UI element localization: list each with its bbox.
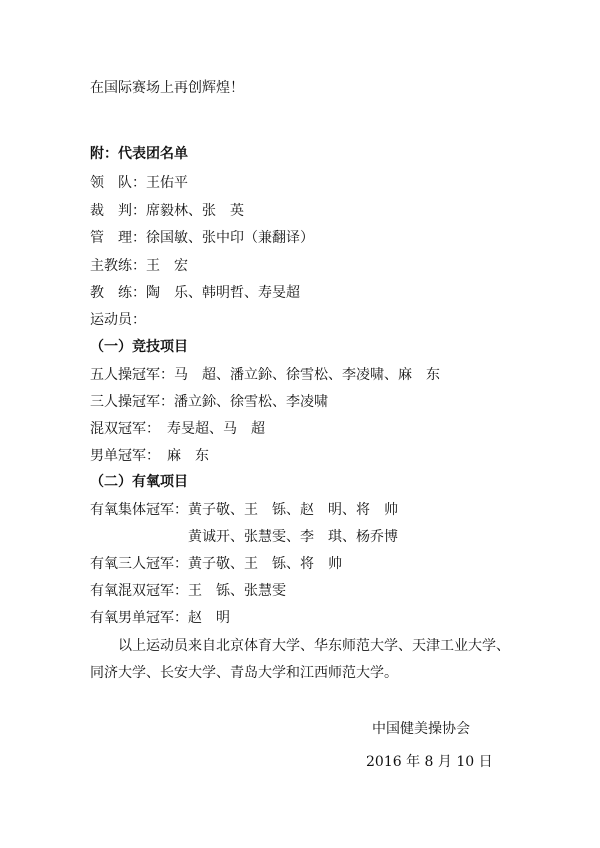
section1-line: 五人操冠军：马 超、潘立鉩、徐雪松、李凌啸、麻 东 <box>90 367 440 383</box>
section1-line: 混双冠军： 寿旻超、马 超 <box>90 421 265 437</box>
section2-line: 有氧三人冠军：黄子敬、王 铄、将 帅 <box>90 556 342 572</box>
section2-line: 黄诚开、张慧雯、李 琪、杨乔博 <box>90 529 398 545</box>
section2-line: 有氧混双冠军：王 铄、张慧雯 <box>90 583 286 599</box>
closing-paragraph-line-1: 以上运动员来自北京体育大学、华东师范大学、天津工业大学、 <box>90 638 510 654</box>
signature-date: 2016 年 8 月 10 日 <box>366 754 493 770</box>
staff-line-judges: 裁 判：席毅林、张 英 <box>90 203 244 219</box>
staff-line-head-coach: 主教练：王 宏 <box>90 258 188 274</box>
section2-title: （二）有氧项目 <box>90 474 188 490</box>
section2-line: 有氧集体冠军：黄子敬、王 铄、赵 明、将 帅 <box>90 502 398 518</box>
staff-line-leader: 领 队：王佑平 <box>90 175 188 191</box>
section2-line: 有氧男单冠军：赵 明 <box>90 610 230 626</box>
appendix-title: 附：代表团名单 <box>90 146 188 162</box>
section1-line: 男单冠军： 麻 东 <box>90 448 209 464</box>
staff-line-athletes: 运动员： <box>90 312 146 328</box>
closing-paragraph-line-2: 同济大学、长安大学、青岛大学和江西师范大学。 <box>90 665 398 681</box>
staff-line-managers: 管 理：徐国敏、张中印（兼翻译） <box>90 230 314 246</box>
intro-line: 在国际赛场上再创辉煌！ <box>90 80 244 96</box>
section1-title: （一）竞技项目 <box>90 339 188 355</box>
section1-line: 三人操冠军：潘立鉩、徐雪松、李凌啸 <box>90 394 328 410</box>
staff-line-coaches: 教 练：陶 乐、韩明哲、寿旻超 <box>90 285 300 301</box>
signature-organization: 中国健美操协会 <box>372 721 470 737</box>
